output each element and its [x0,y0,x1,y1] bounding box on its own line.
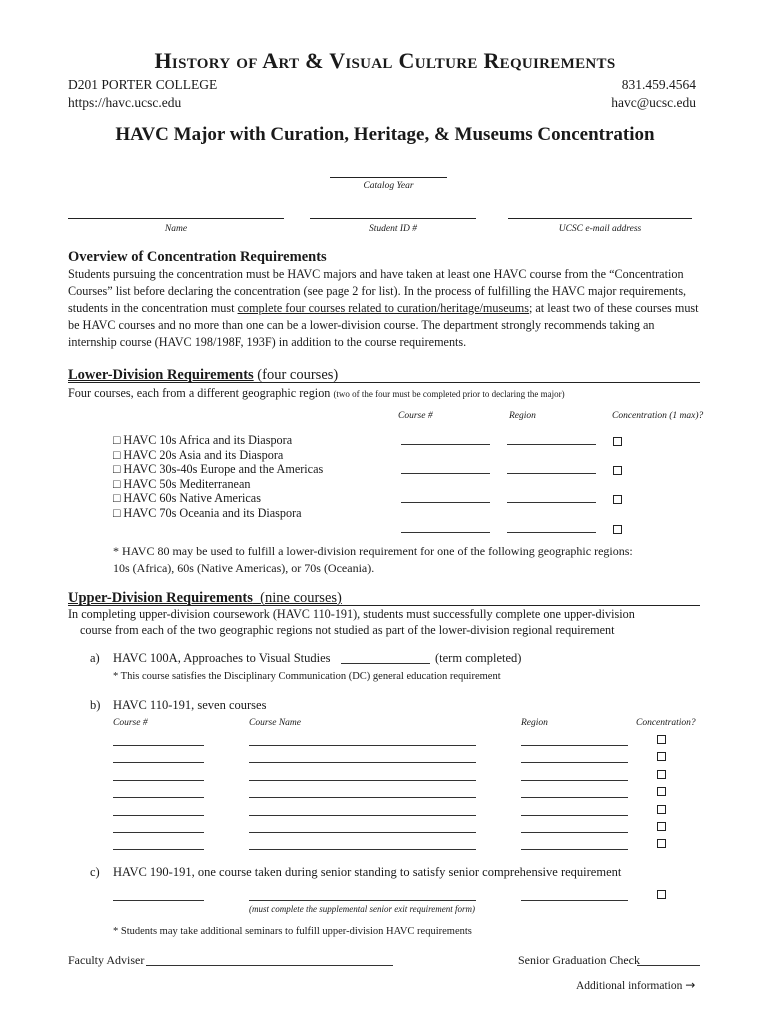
upper-course-region-field[interactable] [521,745,628,746]
b-col-concentration: Concentration? [636,718,696,728]
region-item[interactable]: □ HAVC 30s-40s Europe and the Americas [113,462,324,477]
lower-concentration-checkbox[interactable] [613,466,622,475]
havc80-note: * HAVC 80 may be used to fulfill a lower-division requirement for one of the following geographic regions: 10s (Africa), 60s (Native Americas), or 70s (Oceania). [113,544,633,575]
catalog-year-label: Catalog Year [363,181,414,191]
upper-course-name-field[interactable] [249,745,476,746]
b-col-name: Course Name [249,718,301,728]
upper-concentration-checkbox[interactable] [657,752,666,761]
upper-course-number-field[interactable] [113,832,204,833]
lower-region-field[interactable] [507,532,596,533]
item-c-text: HAVC 190-191, one course taken during senior standing to satisfy senior comprehensive requirement [113,865,622,879]
email-link[interactable]: havc@ucsc.edu [611,95,696,110]
item-b-label: b) [90,698,101,712]
upper-course-number-field[interactable] [113,797,204,798]
student-id-label: Student ID # [368,224,418,234]
lower-course-field[interactable] [401,502,490,503]
email-label: UCSC e-mail address [558,224,642,234]
upper-concentration-checkbox[interactable] [657,822,666,831]
upper-course-name-field[interactable] [249,832,476,833]
region-item[interactable]: □ HAVC 70s Oceania and its Diaspora [113,505,302,520]
catalog-year-field[interactable] [330,163,447,178]
senior-course-field[interactable] [113,900,204,901]
seminar-note: * Students may take additional seminars to fulfill upper-division HAVC requirements [113,926,472,937]
term-completed-label: (term completed) [435,651,522,665]
b-col-region: Region [521,718,548,728]
lower-concentration-checkbox[interactable] [613,525,622,534]
upper-concentration-checkbox[interactable] [657,770,666,779]
upper-course-name-field[interactable] [249,797,476,798]
phone: 831.459.4564 [621,77,696,92]
upper-course-region-field[interactable] [521,780,628,781]
upper-course-region-field[interactable] [521,762,628,763]
region-checklist [113,433,323,521]
region-item[interactable]: □ HAVC 20s Asia and its Diaspora [113,447,284,462]
upper-course-number-field[interactable] [113,780,204,781]
upper-concentration-checkbox[interactable] [657,735,666,744]
senior-check-label: Senior Graduation Check [518,953,640,967]
overview-text: Students pursuing the concentration must be HAVC majors and have taken at least one HAVC course from the “Concentration Courses” list before declaring the concentration (see page 2 for list). In the process of fulfilling the HAVC major requirements, students in the concentration must complete four courses related to curation/heritage/museums; at least two of these courses must be HAVC courses and no more than one can be a lower-division course. The department strongly recommends taking an internship course (HAVC 198/198F, 193F) in addition to the course requirements. [68,267,699,349]
lower-region-field[interactable] [507,444,596,445]
lower-concentration-checkbox[interactable] [613,437,622,446]
page-title: History of Art & Visual Culture Requirements [154,48,616,73]
senior-concentration-checkbox[interactable] [657,890,666,899]
lower-region-field[interactable] [507,502,596,503]
form-title: HAVC Major with Curation, Heritage, & Museums Concentration [115,124,655,145]
upper-course-number-field[interactable] [113,762,204,763]
lower-course-field[interactable] [401,473,490,474]
upper-course-name-field[interactable] [249,762,476,763]
upper-concentration-checkbox[interactable] [657,805,666,814]
upper-course-number-field[interactable] [113,745,204,746]
faculty-adviser-field[interactable] [146,965,393,966]
upper-division-rule [68,605,700,606]
upper-concentration-checkbox[interactable] [657,787,666,796]
lower-course-field[interactable] [401,532,490,533]
term-completed-field[interactable] [341,663,430,664]
item-a-text: HAVC 100A, Approaches to Visual Studies [113,651,331,665]
student-id-field[interactable] [310,204,476,219]
region-item[interactable]: □ HAVC 60s Native Americas [113,491,261,506]
senior-course-name-field[interactable] [249,900,476,901]
upper-course-region-field[interactable] [521,815,628,816]
col-course-header: Course # [398,411,433,421]
upper-course-region-field[interactable] [521,849,628,850]
item-c-label: c) [90,865,100,879]
website-link[interactable]: https://havc.ucsc.edu [68,95,182,110]
additional-info-link[interactable]: Additional information → [576,978,696,992]
arrow-right-icon: → [685,978,696,992]
overview-heading: Overview of Concentration Requirements [68,249,327,265]
upper-course-name-field[interactable] [249,815,476,816]
upper-division-intro-2: course from each of the two geographic regions not studied as part of the lower-division regional requirement [80,623,615,637]
item-b-text: HAVC 110-191, seven courses [113,698,267,712]
lower-course-field[interactable] [401,444,490,445]
upper-division-heading: Upper-Division Requirements (nine courses) [68,590,342,606]
upper-course-number-field[interactable] [113,815,204,816]
upper-course-region-field[interactable] [521,832,628,833]
lower-division-rule [68,382,700,383]
senior-check-field[interactable] [637,965,700,966]
upper-course-region-field[interactable] [521,797,628,798]
lower-division-intro: Four courses, each from a different geographic region (two of the four must be completed prior to declaring the major) [68,386,565,400]
lower-concentration-checkbox[interactable] [613,495,622,504]
b-col-course: Course # [113,718,148,728]
upper-course-name-field[interactable] [249,849,476,850]
senior-region-field[interactable] [521,900,628,901]
upper-course-name-field[interactable] [249,780,476,781]
region-item[interactable]: □ HAVC 50s Mediterranean [113,476,251,491]
email-field[interactable] [508,204,692,219]
upper-division-intro-1: In completing upper-division coursework (HAVC 110-191), students must successfully complete one upper-division [68,607,635,621]
upper-course-number-field[interactable] [113,849,204,850]
region-item[interactable]: □ HAVC 10s Africa and its Diaspora [113,433,293,447]
name-label: Name [164,224,188,234]
item-a-label: a) [90,651,100,665]
address: D201 PORTER COLLEGE [68,77,218,92]
item-a-note: * This course satisfies the Disciplinary Communication (DC) general education requirement [113,671,501,682]
name-field[interactable] [68,204,284,219]
lower-division-heading: Lower-Division Requirements (four courses) [68,367,339,383]
faculty-adviser-label: Faculty Adviser [68,953,145,967]
lower-region-field[interactable] [507,473,596,474]
col-region-header: Region [509,411,536,421]
upper-concentration-checkbox[interactable] [657,839,666,848]
senior-form-caption: (must complete the supplemental senior exit requirement form) [249,904,476,914]
col-concentration-header: Concentration (1 max)? [612,411,704,421]
